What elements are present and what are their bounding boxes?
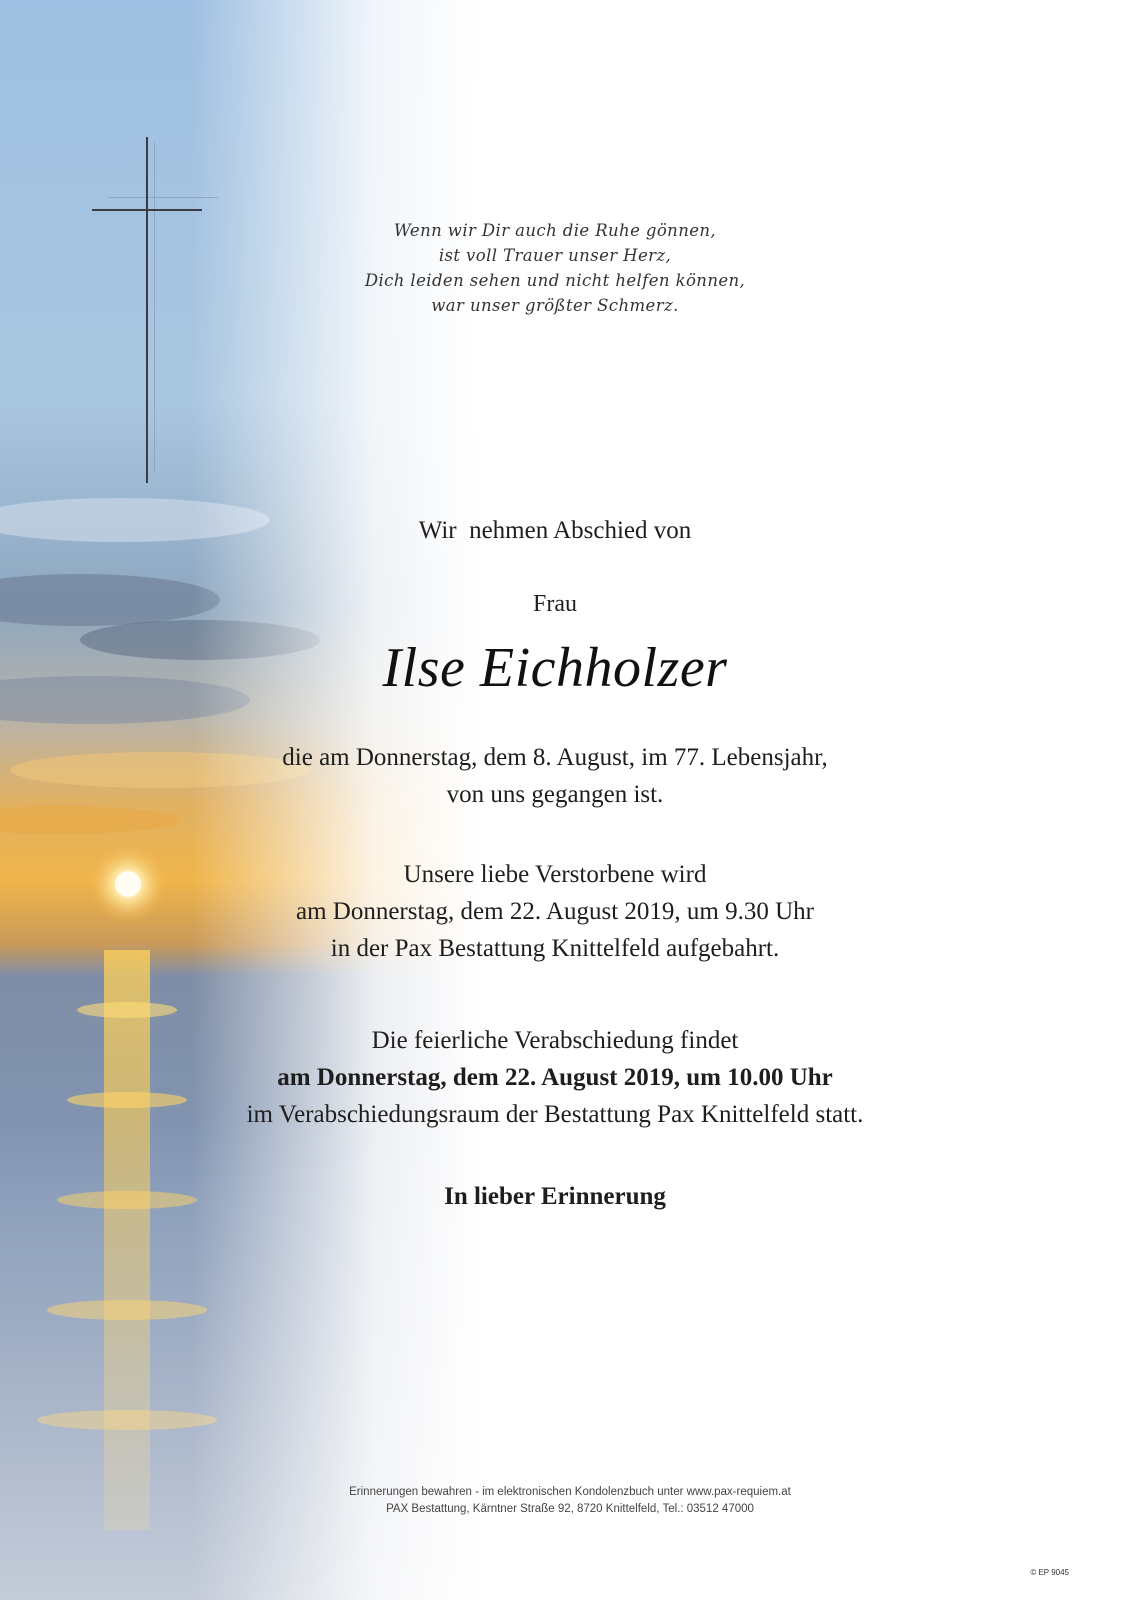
poem-line: ist voll Trauer unser Herz,	[438, 246, 672, 265]
poem-line: Dich leiden sehen und nicht helfen können,	[364, 271, 746, 290]
farewell-ceremony	[160, 1022, 950, 1133]
ceremony-datetime: am Donnerstag, dem 22. August 2019, um 10.00 Uhr	[277, 1064, 833, 1091]
ceremony-intro: Die feierliche Verabschiedung findet	[371, 1027, 739, 1054]
viewing-notice	[160, 856, 950, 967]
farewell-lead: Wir nehmen Abschied von	[418, 517, 692, 544]
footer	[230, 1484, 910, 1518]
deceased-name: Ilse Eichholzer	[382, 637, 728, 699]
condolence-book-line: Erinnerungen bewahren - im elektronischen Kondolenzbuch unter www.pax-requiem.at	[349, 1486, 791, 1498]
cross-icon	[92, 209, 202, 211]
death-line: von uns gegangen ist.	[446, 781, 664, 808]
closing-line: In lieber Erinnerung	[444, 1183, 666, 1210]
poem-line: Wenn wir Dir auch die Ruhe gönnen,	[393, 221, 717, 240]
cross-shadow	[108, 197, 218, 198]
cross-icon	[146, 137, 148, 483]
cross-shadow	[154, 142, 155, 472]
funeral-home-address: PAX Bestattung, Kärntner Straße 92, 8720 Knittelfeld, Tel.: 03512 47000	[386, 1503, 754, 1515]
poem-line: war unser größter Schmerz.	[431, 296, 679, 315]
print-code: © EP 9045	[1030, 1568, 1069, 1577]
death-notice	[160, 739, 950, 813]
viewing-line: in der Pax Bestattung Knittelfeld aufgebahrt.	[330, 935, 780, 962]
memorial-poem	[330, 218, 780, 318]
viewing-line: am Donnerstag, dem 22. August 2019, um 9.30 Uhr	[295, 898, 814, 925]
death-line: die am Donnerstag, dem 8. August, im 77. Lebensjahr,	[282, 744, 828, 771]
viewing-line: Unsere liebe Verstorbene wird	[403, 861, 707, 888]
ceremony-location: im Verabschiedungsraum der Bestattung Pax Knittelfeld statt.	[246, 1101, 864, 1128]
salutation: Frau	[533, 591, 577, 617]
